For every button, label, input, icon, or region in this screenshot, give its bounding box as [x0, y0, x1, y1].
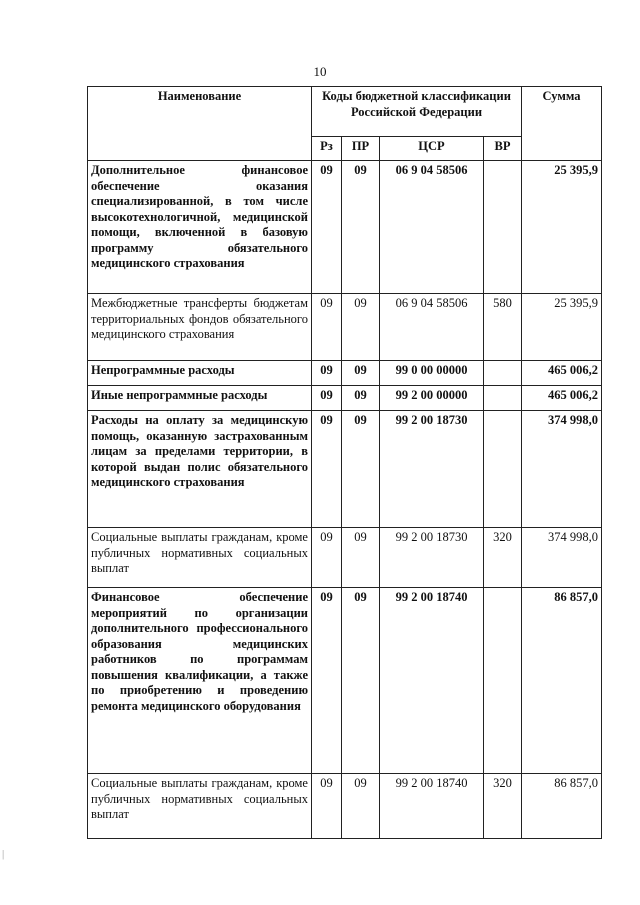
header-codes-group: Коды бюджетной классификации Российской Федерации — [312, 87, 522, 137]
row-name: Социальные выплаты гражданам, кроме публичных нормативных социальных выплат — [88, 774, 312, 839]
row-csr: 99 2 00 18740 — [380, 588, 484, 774]
row-pr: 09 — [342, 294, 380, 361]
header-csr: ЦСР — [380, 137, 484, 161]
row-sum: 465 006,2 — [522, 386, 602, 411]
row-pr: 09 — [342, 386, 380, 411]
table-row — [88, 774, 602, 839]
row-sum: 25 395,9 — [522, 161, 602, 294]
row-pr: 09 — [342, 588, 380, 774]
row-csr: 06 9 04 58506 — [380, 161, 484, 294]
table-row — [88, 588, 602, 774]
row-name: Дополнительное финансовое обеспечение оказания специализированной, в том числе высокотехнологичной, медицинской помощи, включенной в базовую программу обязательного медицинского страхования — [88, 161, 312, 294]
header-vr: ВР — [484, 137, 522, 161]
row-vr — [484, 161, 522, 294]
table-row — [88, 294, 602, 361]
header-rz: Рз — [312, 137, 342, 161]
table-row — [88, 411, 602, 528]
header-pr: ПР — [342, 137, 380, 161]
row-name: Непрограммные расходы — [88, 361, 312, 386]
row-vr: 580 — [484, 294, 522, 361]
row-csr: 99 0 00 00000 — [380, 361, 484, 386]
row-name: Иные непрограммные расходы — [88, 386, 312, 411]
row-csr: 99 2 00 18740 — [380, 774, 484, 839]
header-sum: Сумма — [522, 87, 602, 161]
row-csr: 06 9 04 58506 — [380, 294, 484, 361]
row-rz: 09 — [312, 294, 342, 361]
row-rz: 09 — [312, 588, 342, 774]
row-sum: 465 006,2 — [522, 361, 602, 386]
row-sum: 86 857,0 — [522, 774, 602, 839]
table-row — [88, 161, 602, 294]
row-pr: 09 — [342, 361, 380, 386]
row-pr: 09 — [342, 774, 380, 839]
budget-table — [87, 86, 602, 839]
row-vr — [484, 411, 522, 528]
row-pr: 09 — [342, 411, 380, 528]
row-vr: 320 — [484, 528, 522, 588]
row-name: Финансовое обеспечение мероприятий по организации дополнительного профессионального образования медицинских работников по программам повышения квалификации, а также по приобретению и проведению ремонта медицинского оборудования — [88, 588, 312, 774]
row-vr: 320 — [484, 774, 522, 839]
row-rz: 09 — [312, 411, 342, 528]
header-name: Наименование — [88, 87, 312, 161]
row-vr — [484, 588, 522, 774]
row-rz: 09 — [312, 161, 342, 294]
row-pr: 09 — [342, 528, 380, 588]
page-number: 10 — [313, 64, 327, 79]
row-rz: 09 — [312, 361, 342, 386]
table-body — [88, 161, 602, 839]
row-rz: 09 — [312, 528, 342, 588]
row-sum: 86 857,0 — [522, 588, 602, 774]
row-sum: 25 395,9 — [522, 294, 602, 361]
row-vr — [484, 386, 522, 411]
row-name: Расходы на оплату за медицинскую помощь, оказанную застрахованным лицам за пределами территории, в которой выдан полис обязательного медицинского страхования — [88, 411, 312, 528]
table-row — [88, 386, 602, 411]
table-row — [88, 528, 602, 588]
row-pr: 09 — [342, 161, 380, 294]
row-csr: 99 2 00 00000 — [380, 386, 484, 411]
row-sum: 374 998,0 — [522, 411, 602, 528]
row-csr: 99 2 00 18730 — [380, 411, 484, 528]
row-rz: 09 — [312, 774, 342, 839]
row-name: Социальные выплаты гражданам, кроме публичных нормативных социальных выплат — [88, 528, 312, 588]
row-name: Межбюджетные трансферты бюджетам территориальных фондов обязательного медицинского страхования — [88, 294, 312, 361]
row-sum: 374 998,0 — [522, 528, 602, 588]
table-row — [88, 361, 602, 386]
scan-edge-mark: | — [2, 848, 5, 860]
row-rz: 09 — [312, 386, 342, 411]
row-vr — [484, 361, 522, 386]
row-csr: 99 2 00 18730 — [380, 528, 484, 588]
